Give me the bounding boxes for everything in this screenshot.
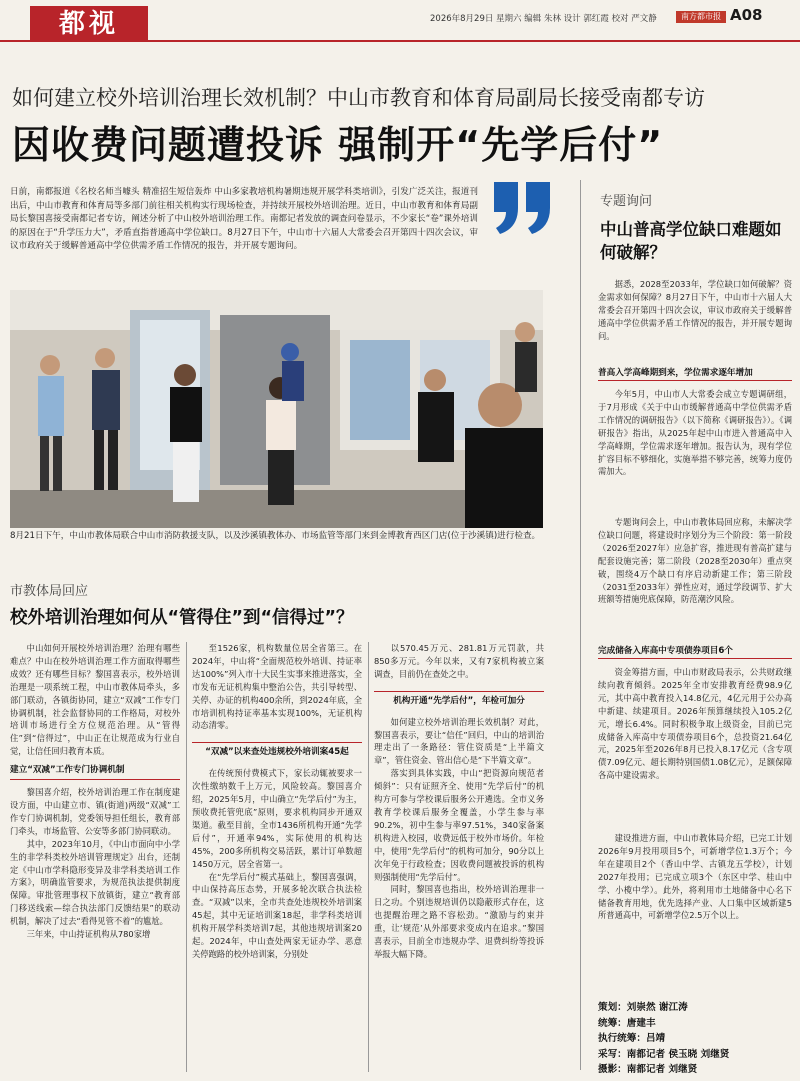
column-divider [186, 642, 187, 1072]
sidebar-divider [580, 180, 581, 1070]
section-tab: 都视 [30, 6, 148, 42]
column-subhead: 机构开通“先学后付”，年检可加分 [374, 691, 544, 708]
credit-line: 策划：刘崇然 谢江涛 [598, 1002, 688, 1013]
issue-meta: 2026年8月29日 星期六 编辑 朱林 设计 郭红霞 校对 严文静 [430, 14, 657, 24]
interview-column-2 [192, 642, 362, 961]
photo-caption: 8月21日下午，中山市教体局联合中山市消防救援支队，以及沙溪镇教体办、市场监管等部门来到金博教育西区门店(位于沙溪镇)进行检查。 [10, 531, 541, 541]
interview-title: 校外培训治理如何从“管得住”到“信得过”？ [10, 608, 354, 628]
paragraph: 至1526家，机构数量位居全省第三。在2024年，中山将“全面规范校外培训、持证率达100%”列入市十大民生实事来推进落实，全市发布无证机构集中整治公告，共引导转型、关停、办证的机构400余所，到2024年底，全市培训机构持证率基本实现100%，无证机构动态清零。 [192, 643, 362, 731]
inspection-photo [10, 290, 543, 528]
column-divider [368, 642, 369, 1072]
article-lead: 日前，南都报道《名校名师当噱头 精准招生短信轰炸 中山多家教培机构暑期违规开展学科类培训》，引发广泛关注，报道刊出后，中山市教育和体育局等多部门前往相关机构实行现场检查，并持续开展校外培训治理。近日，中山市教育和体育局副局长黎国喜接受南都记者专访，阐述分析了中山校外培训治理工作。南都记者发放的调查问卷显示，不少家长“卷”课外培训的原因在于“升学压力大”，矛盾直指普通高中学位缺口。8月27日下午，中山市十六届人大常委会召开第四十四次会议，审议市政府关于缓解普通高中学位供需矛盾工作情况的报告，并开展专题询问。 [10, 187, 478, 252]
credit-line: 摄影：南都记者 刘继贤 [598, 1064, 698, 1075]
paragraph: 以570.45万元、281.81万元罚款，共850多万元。今年以来，又有7家机构被立案调查，目前仍在查处之中。 [374, 643, 544, 679]
sidebar-paragraph-4: 建设推进方面，中山市教体局介绍，已完工计划2026年9月投用项目5个，可新增学位1.3万个；今年在建项目2个（香山中学、古镇龙五学校），计划2027年投用；已完成立项3个（东区中学、桂山中学、小榄中学）。此外，将利用市土地储备中心名下储备教育用地，优先选择产业、人口集中区域新建5所普通高中，可新增学位2.5万个以上。 [598, 833, 792, 921]
article-kicker: 如何建立校外培训治理长效机制？中山市教育和体育局副局长接受南都专访 [12, 86, 705, 110]
credit-line: 执行统筹：吕靖 [598, 1033, 666, 1044]
paragraph: 中山如何开展校外培训治理？治理有哪些难点？中山在校外培训治理工作方面取得哪些成效？还有哪些目标？黎国喜表示，校外培训治理是一项系统工程，中山市教体局牵头，多部门联动，各镇街协同，建立“双减”工作专门协调机制，社会监督协同的工作格局，对校外培训市场进行全方位规范治理。从“管得住”到“信得过”，中山正在让规范成为行业自觉，让信任回归教育本质。 [10, 643, 180, 757]
paragraph: 其中，2023年10月，《中山市面向中小学生的非学科类校外培训管理规定》出台，还制定《中山市学科隐形变异及非学科类培训工作方案》，明确监管要求，为规范执法提供制度保障。审批管理事权下放镇街，建立“教育部门移送线索—综合执法部门反馈结果”的联动机制，解决了过去“看得见管不着”的尴尬。 [10, 838, 180, 927]
paragraph: 落实到具体实践，中山“把资源向规范者倾斜”：只有证照齐全、使用“先学后付”的机构方可参与学校课后服务公开遴选。全市义务教育学校课后服务全覆盖，小学生参与率90.2%，初中生参与率97.51%，340家备案机构进入校园，收费远低于校外市场价。年检中，使用“先学后付”的机构可加分，90分以上次年免于行政检查；因收费问题被投诉的机构则强制使用“先学后付”。 [374, 768, 544, 882]
sidebar-paragraph-1: 今年5月，中山市人大常委会成立专题调研组，于7月形成《关于中山市缓解普通高中学位供需矛盾工作情况的调研报告》（以下简称《调研报告》）。《调研报告》指出，从2025年起中山市进入普通高中入学高峰期，学位需求逐年增加。报告认为，现有学位扩容目标不够细化，实施举措不够完善，统筹力度仍需加大。 [598, 389, 792, 477]
credit-line: 采写：南都记者 侯玉晓 刘继贤 [598, 1048, 730, 1060]
masthead [0, 0, 800, 42]
brand-logo: 南方都市报 [676, 11, 726, 23]
paragraph: 三年来，中山持证机构从780家增 [26, 929, 151, 940]
sidebar-title: 中山普高学位缺口难题如何破解？ [600, 220, 782, 262]
sidebar-subhead-2: 完成储备入库高中专项债券项目6个 [598, 644, 792, 659]
paragraph: 如何建立校外培训治理长效机制？对此，黎国喜表示，要让“信任”回归，中山的培训治理走出了一条路径：管住资质是“上半篇文章”，管住资金、管出信心是“下半篇文章”。 [374, 716, 544, 766]
page-number: A08 [730, 6, 763, 24]
credits [598, 1000, 729, 1078]
paragraph: 同时，黎国喜也指出，校外培训治理非一日之功。个别违规培训仍以隐蔽形式存在，这也提醒治理之路不容松劲。“激励与约束并重，让‘规范’从外部要求变成内在追求。”黎国喜表示，目前全市违规办学、退费纠纷等投诉举报大幅下降。 [374, 884, 544, 959]
quote-icon [488, 178, 558, 238]
sidebar-intro: 据悉，2028至2033年，学位缺口如何破解？资金需求如何保障？8月27日下午，中山市十六届人大常委会召开第四十四次会议，审议市政府关于缓解普通高中学位供需矛盾工作情况的报告，并开展专题询问。 [598, 279, 792, 341]
article-headline: 因收费问题遭投诉 强制开“先学后付” [12, 123, 664, 167]
column-subhead: 建立“双减”工作专门协调机制 [10, 764, 180, 780]
interview-column-3 [374, 642, 544, 961]
credit-line: 统筹：唐建丰 [598, 1017, 656, 1029]
sidebar-subhead-1: 普高入学高峰期到来，学位需求逐年增加 [598, 366, 792, 381]
paragraph: 黎国喜介绍，校外培训治理工作在制度建设方面，中山建立市、镇(街道)两级“双减”工作专门协调机制，党委领导担任组长，教育部门牵头，市场监管、公安等多部门协同联动。 [10, 787, 180, 836]
paragraph: 在传统预付费模式下，家长动辄被要求一次性缴纳数千上万元，风险较高。黎国喜介绍，2025年5月，中山确立“先学后付”为主，预收费托管兜底”原则，要求机构同步开通双渠道。截至目前，全市1436所机构开通“先学后付”，开通率94%，实际使用的机构达45%，200多所机构交易活跃，累计订单数超1450万元，居全省第一。 [192, 768, 362, 869]
paragraph: 在“先学后付”模式基础上，黎国喜强调，中山保持高压态势，开展多轮次联合执法检查。“双减”以来，全市共查处违规校外培训案45起，其中无证培训案18起，非学科类培训机构开展学科类培训7起，其他违规培训案20起。2024年，中山查处两家无证办学、恶意关停跑路的校外培训案，分别处 [192, 871, 362, 959]
sidebar-paragraph-3: 资金筹措方面，中山市财政局表示，公共财政继续向教育倾斜。2025年全市安排教育经费98.9亿元，其中高中教育投入14.8亿元，4亿元用于公办高中新建、续建项目。2026年预算继续投入105.2亿元，增长6.4%。同时积极争取上级资金，目前已完成储备入库高中专项债券项目6个，总投资21.64亿元，2025年至2026年8月已投入8.17亿元（含专项债7.09亿元、超长期特别国债1.08亿元），足额保障各高中建设需求。 [598, 667, 792, 781]
sidebar-paragraph-2: 专题询问会上，中山市教体局回应称，未解决学位缺口问题，将建设时序划分为三个阶段：第一阶段（2026至2027年）应急扩容，推进现有普高扩建与配套设施完善；第二阶段（2028至2030年）重点突破，围绕4万个缺口有序启动新建工作；第三阶段（2031至2033年）弹性应对，通过学段调节、扩大班额等措施兜底保障，防范潮汐风险。 [598, 517, 792, 605]
sidebar-kicker: 专题询问 [600, 194, 653, 209]
interview-column-1 [10, 642, 180, 941]
column-subhead: “双减”以来查处违规校外培训案45起 [192, 742, 362, 759]
interview-kicker: 市教体局回应 [10, 584, 89, 599]
masthead-rule [0, 40, 800, 42]
